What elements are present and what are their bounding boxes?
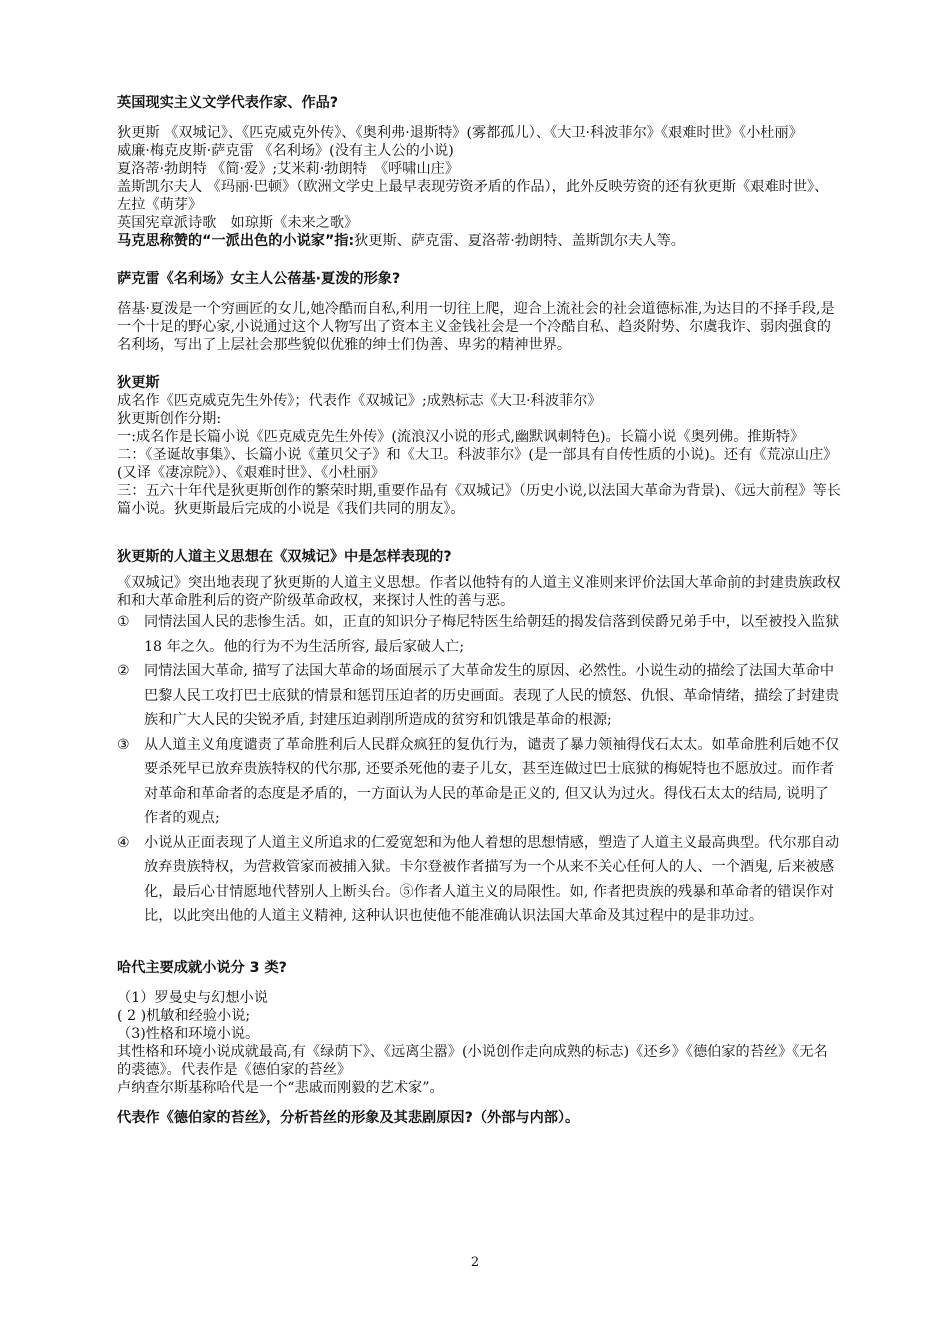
section-heading-tess: 代表作《德伯家的苔丝》，分析苔丝的形象及其悲剧原因?（外部与内部）。 [117,1109,580,1126]
marx-praise-line [117,232,841,250]
text-line: 英国宪章派诗歌 如琼斯《未来之歌》 [117,215,359,231]
item-text: 从人道主义角度谴责了革命胜利后人民群众疯狂的复仇行为，谴责了暴力领袖得伐石太太。如革命胜利后她不仅要杀死早已放弃贵族特权的代尔那, 还要杀死他的妻子儿女，甚至连做过巴士底狱的梅妮特也不愿放过。而作者对革命和革命者的态度是矛盾的，一方面认为人民的革命是正义的, 但又认为过火。得伐石太太的结局, 说明了作者的观点; [144,736,840,826]
page-content [117,94,841,1127]
paragraph-becky-sharp: 蓓基·夏泼是一个穷画匠的女儿,她冷酷而自私,利用一切往上爬，迎合上流社会的社会道德标准,为达目的不择手段,是一个十足的野心家,小说通过这个人物写出了资本主义金钱社会是一个冷酷自私、趋炎附势、尔虞我诈、弱肉强食的名利场，写出了上层社会那些貌似优雅的绅士们伪善、卑劣的精神世界。 [117,301,835,353]
item-text: 同情法国人民的悲惨生活。如，正直的知识分子梅尼特医生给朝廷的揭发信落到侯爵兄弟手中，以至被投入监狱 18 年之久。他的行为不为生活所容, 最后家破人亡; [144,614,840,655]
list-item [117,610,841,659]
item-text: 小说从正面表现了人道主义所追求的仁爱宽恕和为他人着想的思想情感，塑造了人道主义最高典型。代尔那自动放弃贵族特权，为营救管家而被捕入狱。卡尔登被作者描写为一个从来不关心任何人的人、一个酒鬼, 后来被感化，最后心甘情愿地代替别人上断头台。⑤作者人道主义的局限性。如, 作者把贵族的残暴和革命者的错误作对比，以此突出他的人道主义精神, 这种认识也使他不能准确认识法国大革命及其过程中的是非功过。 [144,834,840,924]
text-line: 二：《圣诞故事集》、长篇小说《董贝父子》和《大卫。科波菲尔》(是一部具有自传性质的小说)。还有《荒凉山庄》(又译《凄凉院》）、《艰难时世》、《小杜丽》 [117,447,838,481]
text-line: 盖斯凯尔夫人 《玛丽·巴顿》（欧洲文学史上最早表现劳资矛盾的作品），此外反映劳资的还有狄更斯《艰难时世》、左拉《萌芽》 [117,179,829,213]
text-line: 狄更斯 《双城记》、《匹克威克外传》、《奥利弗·退斯特》(雾都孤儿）、《大卫·科波菲尔》《艰难时世》《小杜丽》 [117,125,803,141]
text-line: 一:成名作是长篇小说《匹克威克先生外传》(流浪汉小说的形式,幽默讽刺特色)。长篇小说《奥列佛。推斯特》 [117,429,805,445]
section-heading-tale-of-two-cities: 狄更斯的人道主义思想在《双城记》中是怎样表现的? [117,549,452,565]
text-line: 其性格和环境小说成就最高,有《绿荫下》、《远离尘嚣》(小说创作走向成熟的标志)《还乡》《德伯家的苔丝》《无名的裘德》。代表作是《德伯家的苔丝》 [117,1043,828,1078]
item-number: ③ [117,736,130,753]
item-number: ② [117,663,130,679]
section-heading-dickens: 狄更斯 [117,375,160,391]
list-item [117,733,841,831]
numbered-list [117,610,841,929]
marx-praise-bold: 马克思称赞的“一派出色的小说家”指: [117,233,355,249]
text-line: 狄更斯创作分期: [117,411,222,427]
text-line: 夏洛蒂·勃朗特 《简·爱》;艾米莉·勃朗特 《呼啸山庄》 [117,161,460,177]
text-line: 成名作《匹克威克先生外传》；代表作《双城记》;成熟标志《大卫·科波菲尔》 [117,393,602,409]
section-heading-vanity-fair: 萨克雷《名利场》女主人公蓓基·夏泼的形象? [117,271,401,287]
list-item [117,659,841,733]
section-heading-hardy: 哈代主要成就小说分 3 类? [117,959,287,976]
list-item [117,831,841,929]
text-line: ( 2 )机敏和经验小说; [117,1007,251,1024]
text-line: （3)性格和环境小说。 [117,1025,260,1042]
text-line: （1）罗曼史与幻想小说 [117,989,268,1006]
item-number: ④ [117,834,130,851]
page-number: 2 [470,1255,480,1270]
text-line: 卢纳查尔斯基称哈代是一个“悲戚而刚毅的艺术家”。 [117,1079,444,1096]
section-heading-british-realism: 英国现实主义文学代表作家、作品? [117,95,339,111]
marx-praise-text: 狄更斯、萨克雷、夏洛蒂·勃朗特、盖斯凯尔夫人等。 [354,233,685,249]
paragraph-intro: 《双城记》突出地表现了狄更斯的人道主义思想。作者以他特有的人道主义准则来评价法国大革命前的封建贵族政权和和大革命胜利后的资产阶级革命政权，来探讨人性的善与恶。 [117,575,841,609]
item-text: 同情法国大革命, 描写了法国大革命的场面展示了大革命发生的原因、必然性。小说生动的描绘了法国大革命中巴黎人民工攻打巴士底狱的情景和惩罚压迫者的历史画面。表现了人民的愤怒、仇恨、革命情绪，描绘了封建贵族和广大人民的尖锐矛盾, 封建压迫剥削所造成的贫穷和饥饿是革命的根源; [144,663,840,728]
item-number: ① [117,614,130,630]
text-line: 三：五六十年代是狄更斯创作的繁荣时期,重要作品有《双城记》（历史小说,以法国大革命为背景)、《远大前程》等长篇小说。狄更斯最后完成的小说是《我们共同的朋友》。 [117,483,841,517]
text-line: 威廉·梅克皮斯·萨克雷 《名利场》(没有主人公的小说) [117,143,454,159]
